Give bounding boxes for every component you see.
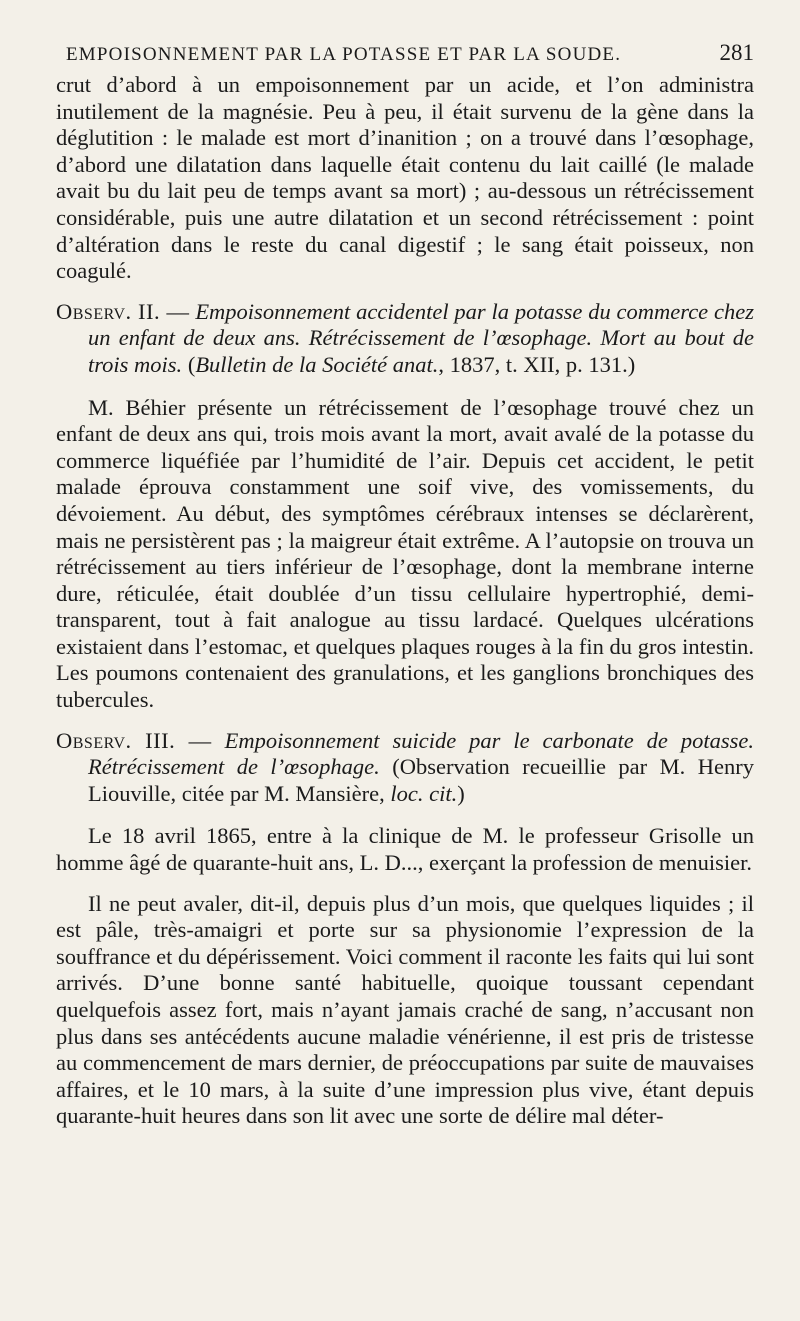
observation-2-source-rest: , 1837, t. XII, p. 131.)	[438, 351, 636, 377]
page-number: 281	[719, 40, 754, 65]
observation-3-heading	[56, 728, 754, 808]
paragraph-history: Il ne peut avaler, dit-il, depuis plus d’un mois, que quelques liquides ; il est pâle, très-amaigri et porte sur sa physionomie l’expression de la souffrance et du dépérissement. Voici comment il raconte les faits qui lui sont arrivés. D’une bonne santé habituelle, quoique toussant cependant quelquefois assez fort, mais n’ayant jamais craché de sang, n’accusant non plus dans ses antécédents aucune maladie vénérienne, il est pris de tristesse au commencement de mars dernier, de préoccupations par suite de mauvaises affaires, et le 10 mars, à la suite d’une impression plus vive, étant depuis quarante-huit heures dans son lit avec une sorte de délire mal déter-	[56, 890, 754, 1129]
observation-3-source-post: )	[457, 780, 465, 806]
running-title: EMPOISONNEMENT PAR LA POTASSE ET PAR LA SOUDE.	[66, 44, 622, 65]
observation-2-source-title: Bulletin de la Société anat.	[195, 351, 439, 377]
paragraph-continuation: crut d’abord à un empoisonnement par un acide, et l’on administra inutilement de la magnésie. Peu à peu, il était survenu de la gène dans la déglutition : le malade est mort d’inanition ; on a trouvé dans l’œsophage, d’abord une dilatation dans laquelle était contenu du lait caillé (le malade avait bu du lait peu de temps avant sa mort) ; au-dessous un rétrécissement considérable, puis une autre dilatation et un second rétrécissement : point d’altération dans le reste du canal digestif ; le sang était poisseux, non coagulé.	[56, 72, 754, 284]
observation-3-label: Observ. III. —	[56, 727, 212, 753]
paragraph-spacer	[56, 877, 754, 891]
observation-3-title: Empoisonnement suicide par le carbonate de potasse. Rétrécissement de l’œsophage.	[88, 727, 754, 780]
observation-3-source-pre: (Observation recueillie par M. Henry Liouville, citée par M. Mansière,	[88, 754, 755, 806]
paragraph-admission: Le 18 avril 1865, entre à la clinique de M. le professeur Grisolle un homme âgé de quarante-huit ans, L. D..., exerçant la profession de menuisier.	[56, 823, 754, 876]
page-body	[56, 72, 754, 1130]
paragraph-behier: M. Béhier présente un rétrécissement de l’œsophage trouvé chez un enfant de deux ans qui, trois mois avant la mort, avait avalé de la potasse du commerce liquéfiée par l’humidité de l’air. Depuis cet accident, le petit malade éprouva constamment une soif vive, des vomissements, du dévoiement. Au début, des symptômes cérébraux intenses se déclarèrent, mais ne persistèrent pas ; la maigreur était extrême. A l’autopsie on trouva un rétrécissement au tiers inférieur de l’œsophage, dont la membrane interne dure, réticulée, était doublée d’un tissu cellulaire hypertrophié, demi-transparent, tout à fait analogue au tissu lardacé. Quelques ulcérations existaient dans l’estomac, et quelques plaques rouges à la fin du gros intestin. Les poumons contenaient des granulations, et les ganglions bronchiques des tubercules.	[56, 394, 754, 713]
observation-2-label: Observ. II. —	[56, 298, 190, 324]
observation-2-title: Empoisonnement accidentel par la potasse du commerce chez un enfant de deux ans. Rétrécissement de l’œsophage. Mort au bout de trois mois.	[88, 298, 754, 377]
running-header	[66, 40, 754, 66]
observation-3-source-italic: loc. cit.	[390, 780, 458, 806]
observation-2-source-open: (	[187, 351, 196, 377]
observation-2-heading	[56, 299, 754, 379]
